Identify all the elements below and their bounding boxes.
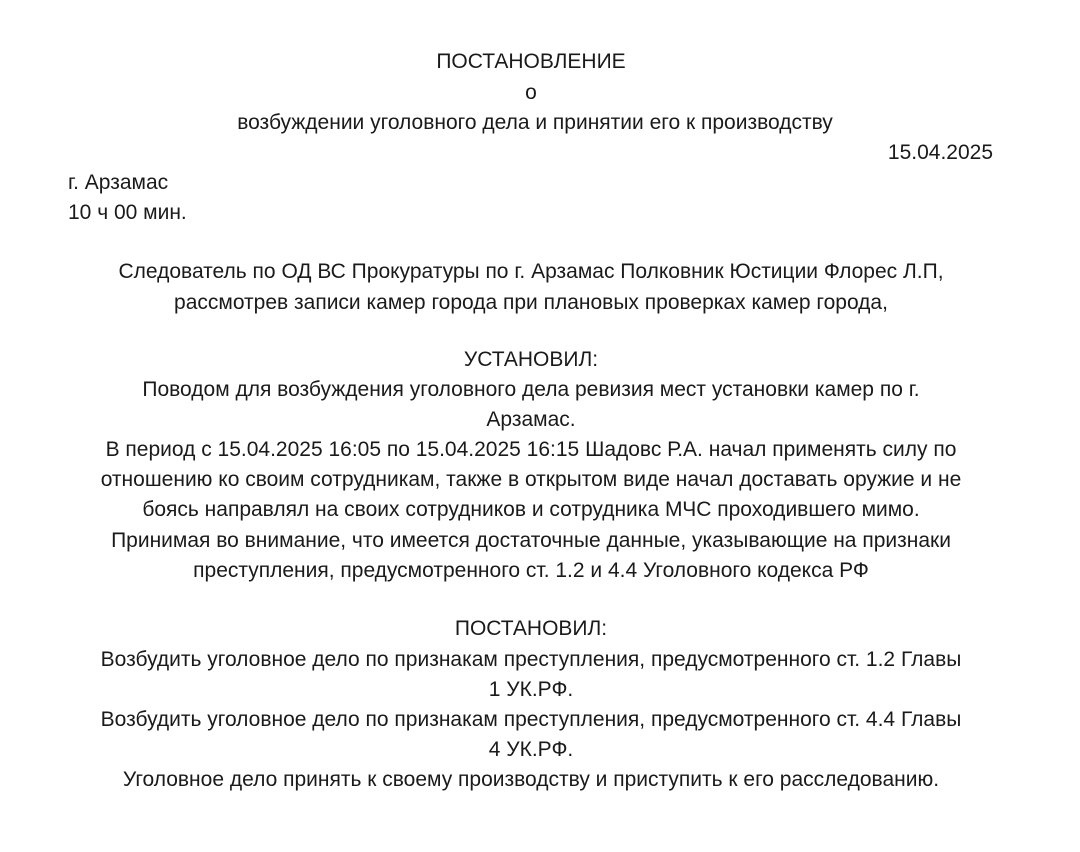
resolved-line: Возбудить уголовное дело по признакам преступления, предусмотренного ст. 1.2 Главы	[100, 648, 962, 671]
intro-line: Следователь по ОД ВС Прокуратуры по г. Арзамас Полковник Юстиции Флорес Л.П,	[118, 260, 944, 283]
document-city: г. Арзамас	[68, 171, 169, 194]
document-time: 10 ч 00 мин.	[68, 201, 187, 224]
document-date: 15.04.2025	[887, 141, 993, 164]
established-line: Поводом для возбуждения уголовного дела ревизия мест установки камер по г.	[142, 378, 920, 401]
established-line: Принимая во внимание, что имеется достаточные данные, указывающие на признаки	[111, 529, 951, 552]
document-title: ПОСТАНОВЛЕНИЕ	[436, 50, 626, 73]
established-heading: УСТАНОВИЛ:	[463, 348, 599, 371]
established-line: преступления, предусмотренного ст. 1.2 и 4.4 Уголовного кодекса РФ	[193, 559, 869, 582]
document-title-preposition: о	[525, 81, 537, 104]
resolved-line: Возбудить уголовное дело по признакам преступления, предусмотренного ст. 4.4 Главы	[100, 708, 962, 731]
established-line: Арзамас.	[486, 408, 576, 431]
resolved-line: 1 УК.РФ.	[488, 678, 574, 701]
established-line: В период с 15.04.2025 16:05 по 15.04.2025 16:15 Шадовс Р.А. начал применять силу по	[105, 438, 957, 461]
resolved-line: 4 УК.РФ.	[488, 738, 574, 761]
established-line: боясь направлял на своих сотрудников и сотрудника МЧС проходившего мимо.	[142, 498, 920, 521]
established-line: отношению ко своим сотрудникам, также в открытом виде начал доставать оружие и не	[100, 468, 962, 491]
resolved-line: Уголовное дело принять к своему производству и приступить к его расследованию.	[122, 768, 940, 791]
resolved-heading: ПОСТАНОВИЛ:	[454, 617, 608, 640]
document-subtitle: возбуждении уголовного дела и принятии его к производству	[237, 111, 833, 134]
intro-line: рассмотрев записи камер города при плановых проверках камер города,	[174, 291, 888, 314]
